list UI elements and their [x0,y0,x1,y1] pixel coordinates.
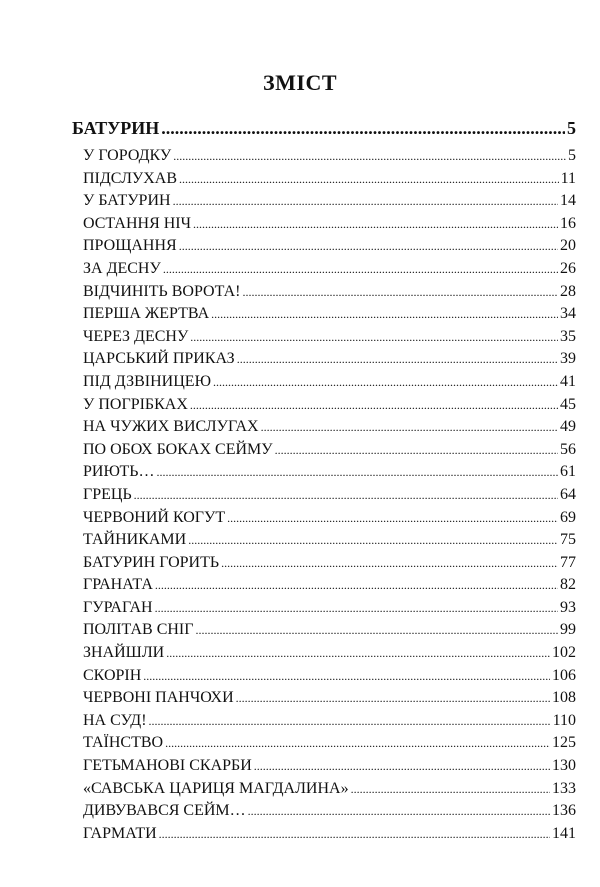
toc-entry[interactable] [83,599,576,622]
toc-entry[interactable] [83,802,576,825]
toc-entry-label: ПЕРША ЖЕРТВА [83,305,210,323]
toc-entry-page: 26 [560,259,576,277]
toc-entry-page: 20 [560,237,576,255]
toc-entry-label: ЧЕРВОНИЙ КОГУТ [83,508,226,526]
toc-entry-page: 28 [560,282,576,300]
dot-leader [179,237,558,255]
toc-entry-page: 141 [552,824,576,842]
toc-entry-label: ПІД ДЗВІНИЦЕЮ [83,372,212,390]
toc-entry[interactable] [83,396,576,419]
toc-entry-page: 93 [560,598,576,616]
toc-entry-page: 5 [568,147,576,164]
page-title: ЗМІСТ [263,70,337,95]
dot-leader [165,734,550,752]
toc-entry[interactable] [83,689,576,712]
toc-entry-label: ПОЛІТАВ СНІГ [83,621,194,639]
dot-leader [161,118,565,139]
toc-entry-label: СКОРІН [83,666,142,684]
toc-entry-label: У ПОГРІБКАХ [83,395,188,413]
toc-entry[interactable] [83,667,576,690]
toc-entry[interactable] [83,576,576,599]
toc-entry[interactable] [83,712,576,735]
toc-entry-page: 14 [560,192,576,210]
toc-entry[interactable] [83,147,576,170]
dot-leader [173,147,566,165]
toc-entry[interactable] [83,170,576,193]
toc-entry[interactable] [83,644,576,667]
toc-entry[interactable] [83,463,576,486]
toc-entry[interactable] [83,215,576,238]
toc-entry-page: 136 [552,802,576,820]
toc-part-page: 5 [567,118,576,138]
toc-entry-page: 82 [560,576,576,594]
dot-leader [248,802,550,820]
toc-entry[interactable] [83,621,576,644]
toc-entry[interactable] [83,780,576,803]
toc-entry[interactable] [83,441,576,464]
toc-entry-label: ВІДЧИНІТЬ ВОРОТА! [83,282,241,300]
toc-entry-page: 125 [552,734,576,752]
toc-entry-page: 75 [560,531,576,549]
toc-entry-label: ДИВУВАВСЯ СЕЙМ… [83,802,246,820]
dot-leader [275,441,558,459]
toc-entry[interactable] [83,350,576,373]
dot-leader [134,486,558,504]
toc-entry-label: ЧЕРЕЗ ДЕСНУ [83,327,189,345]
dot-leader [196,621,559,639]
toc-entry-label: У БАТУРИН [83,192,171,210]
dot-leader [221,554,558,572]
toc-entry-label: «САВСЬКА ЦАРИЦЯ МАГДАЛИНА» [83,779,349,797]
toc-entry-page: 56 [560,440,576,458]
toc-entry-page: 61 [560,463,576,481]
toc-entry-label: ГРЕЦЬ [83,485,132,503]
dot-leader [155,576,558,594]
toc-entry-page: 39 [560,350,576,368]
toc-entry-label: ОСТАННЯ НІЧ [83,214,192,232]
toc-entry-page: 77 [560,553,576,571]
dot-leader [237,350,558,368]
dot-leader [159,825,550,843]
toc-entry-label: ЗНАЙШЛИ [83,644,165,662]
toc-entry-page: 110 [552,711,576,729]
dot-leader [261,418,558,436]
dot-leader [188,531,558,549]
toc-entry-page: 130 [552,757,576,775]
toc-entry-label: ЗА ДЕСНУ [83,259,161,277]
toc-entry[interactable] [83,531,576,554]
toc-list [83,147,576,847]
toc-entry-label: НА СУД! [83,711,147,729]
dot-leader [254,757,550,775]
toc-entry-page: 41 [560,372,576,390]
toc-entry-page: 11 [560,169,576,187]
dot-leader [211,305,558,323]
toc-entry-label: ТАЙНИКАМИ [83,531,187,549]
toc-entry-label: ГАРМАТИ [83,824,157,842]
toc-entry[interactable] [83,305,576,328]
toc-entry[interactable] [83,734,576,757]
toc-entry[interactable] [83,328,576,351]
dot-leader [351,780,550,798]
dot-leader [173,192,558,210]
toc-entry-label: У ГОРОДКУ [83,147,172,164]
dot-leader [156,463,558,481]
toc-entry-label: ПІДСЛУХАВ [83,169,178,187]
toc-entry-page: 64 [560,485,576,503]
dot-leader [149,712,551,730]
dot-leader [163,260,558,278]
toc-entry-label: ГУРАГАН [83,598,153,616]
toc-entry[interactable] [83,237,576,260]
toc-entry-label: НА ЧУЖИХ ВИСЛУГАХ [83,418,259,436]
dot-leader [143,667,550,685]
toc-entry[interactable] [83,509,576,532]
toc-entry-page: 108 [552,689,576,707]
toc-entry-page: 69 [560,508,576,526]
dot-leader [227,509,558,527]
dot-leader [155,599,558,617]
toc-entry[interactable] [83,418,576,441]
toc-entry[interactable] [83,260,576,283]
toc-entry-label: ПО ОБОХ БОКАХ СЕЙМУ [83,440,273,458]
toc-entry-page: 34 [560,305,576,323]
dot-leader [193,215,558,233]
toc-entry[interactable] [83,554,576,577]
toc-entry-page: 99 [560,621,576,639]
toc-entry-label: БАТУРИН ГОРИТЬ [83,553,220,571]
dot-leader [166,644,550,662]
toc-entry-page: 102 [552,644,576,662]
toc-entry[interactable] [83,825,576,848]
toc-entry-label: ГРАНАТА [83,576,153,594]
toc-entry-label: ГЕТЬМАНОВІ СКАРБИ [83,757,252,775]
dot-leader [179,170,559,188]
toc-entry-page: 133 [552,779,576,797]
toc-entry[interactable] [83,373,576,396]
toc-part-heading[interactable] [72,118,576,139]
toc-entry-label: ЦАРСЬКИЙ ПРИКАЗ [83,350,235,368]
toc-entry[interactable] [83,757,576,780]
toc-entry-label: РИЮТЬ… [83,463,155,481]
toc-entry-page: 49 [560,418,576,436]
toc-entry-page: 45 [560,395,576,413]
toc-entry-page: 35 [560,327,576,345]
dot-leader [236,689,550,707]
toc-entry[interactable] [83,283,576,306]
toc-entry-label: ПРОЩАННЯ [83,237,177,255]
toc-entry-page: 106 [552,666,576,684]
dot-leader [190,328,558,346]
toc-entry[interactable] [83,192,576,215]
dot-leader [190,396,558,414]
toc-part-label: БАТУРИН [72,118,160,138]
dot-leader [242,283,558,301]
toc-entry-page: 16 [560,214,576,232]
dot-leader [213,373,558,391]
toc-entry[interactable] [83,486,576,509]
toc-entry-label: ТАЇНСТВО [83,734,164,752]
toc-entry-label: ЧЕРВОНІ ПАНЧОХИ [83,689,234,707]
